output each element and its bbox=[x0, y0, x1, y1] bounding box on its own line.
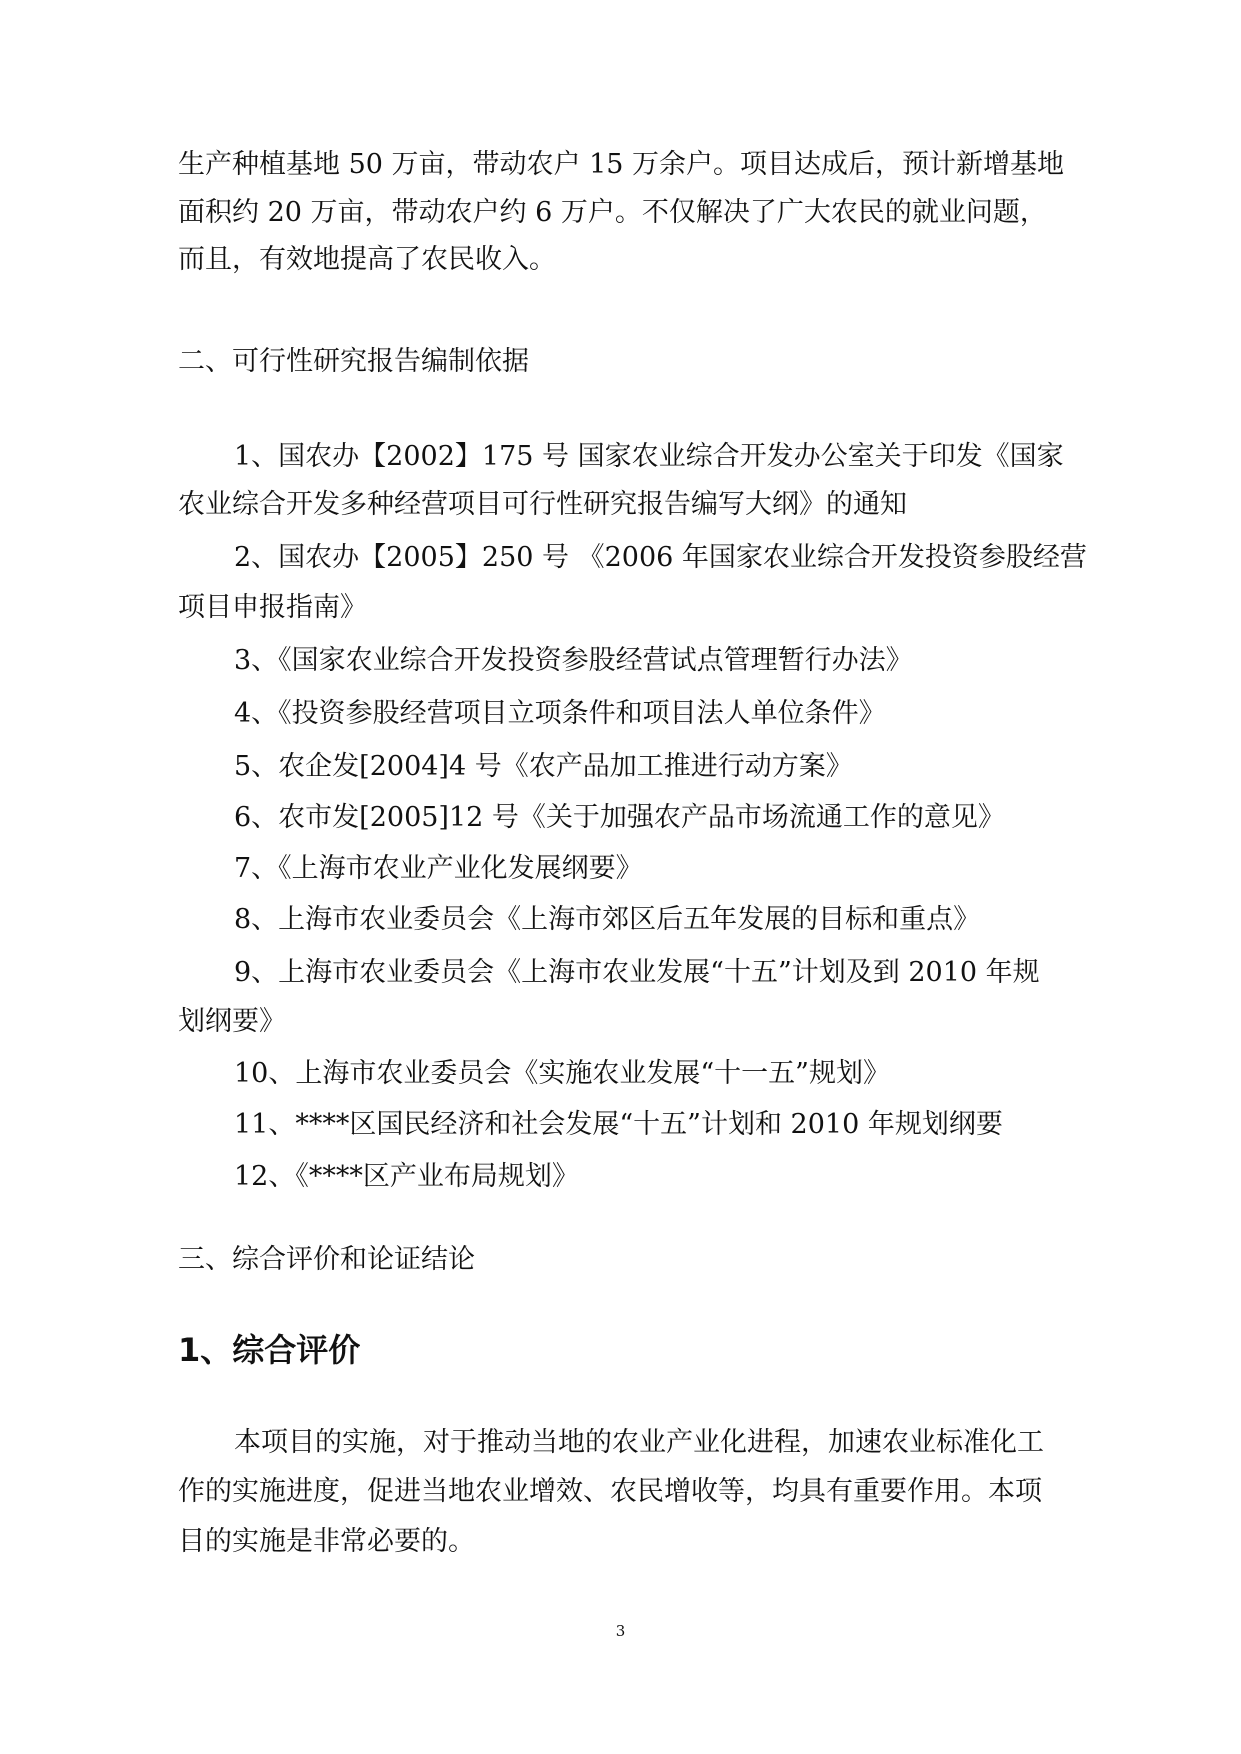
intro-line-2: 面积约 20 万亩，带动农户约 6 万户。不仅解决了广大农民的就业问题， bbox=[178, 197, 1047, 228]
basis-item: 12、《****区产业布局规划》 bbox=[234, 1161, 579, 1192]
basis-item-cont: 项目申报指南》 bbox=[178, 592, 367, 623]
evaluation-line-3: 目的实施是非常必要的。 bbox=[178, 1526, 475, 1557]
intro-line-3: 而且，有效地提高了农民收入。 bbox=[178, 244, 556, 275]
basis-item: 3、《国家农业综合开发投资参股经营试点管理暂行办法》 bbox=[234, 645, 913, 676]
evaluation-line-2: 作的实施进度，促进当地农业增效、农民增收等，均具有重要作用。本项 bbox=[178, 1476, 1042, 1507]
basis-item: 7、《上海市农业产业化发展纲要》 bbox=[234, 853, 643, 884]
basis-item-cont: 农业综合开发多种经营项目可行性研究报告编写大纲》的通知 bbox=[178, 489, 907, 520]
basis-item: 1、国农办【2002】175 号 国家农业综合开发办公室关于印发《国家 bbox=[234, 441, 1064, 472]
basis-item: 5、农企发[2004]4 号《农产品加工推进行动方案》 bbox=[234, 751, 853, 782]
section-heading-3: 三、综合评价和论证结论 bbox=[178, 1244, 475, 1275]
basis-item-cont: 划纲要》 bbox=[178, 1006, 286, 1037]
basis-item: 2、国农办【2005】250 号 《2006 年国家农业综合开发投资参股经营 bbox=[234, 542, 1087, 573]
basis-item: 10、上海市农业委员会《实施农业发展“十一五”规划》 bbox=[234, 1058, 890, 1089]
intro-line-1: 生产种植基地 50 万亩，带动农户 15 万余户。项目达成后，预计新增基地 bbox=[178, 149, 1065, 180]
section-heading-2: 二、可行性研究报告编制依据 bbox=[178, 346, 529, 377]
basis-item: 6、农市发[2005]12 号《关于加强农产品市场流通工作的意见》 bbox=[234, 802, 1005, 833]
page-number: 3 bbox=[615, 1622, 626, 1640]
basis-item: 11、****区国民经济和社会发展“十五”计划和 2010 年规划纲要 bbox=[234, 1109, 1003, 1140]
basis-item: 8、上海市农业委员会《上海市郊区后五年发展的目标和重点》 bbox=[234, 904, 981, 935]
basis-item: 4、《投资参股经营项目立项条件和项目法人单位条件》 bbox=[234, 698, 886, 729]
basis-item: 9、上海市农业委员会《上海市农业发展“十五”计划及到 2010 年规 bbox=[234, 957, 1040, 988]
subsection-heading: 1、综合评价 bbox=[178, 1331, 361, 1369]
evaluation-line-1: 本项目的实施，对于推动当地的农业产业化进程，加速农业标准化工 bbox=[234, 1427, 1044, 1458]
